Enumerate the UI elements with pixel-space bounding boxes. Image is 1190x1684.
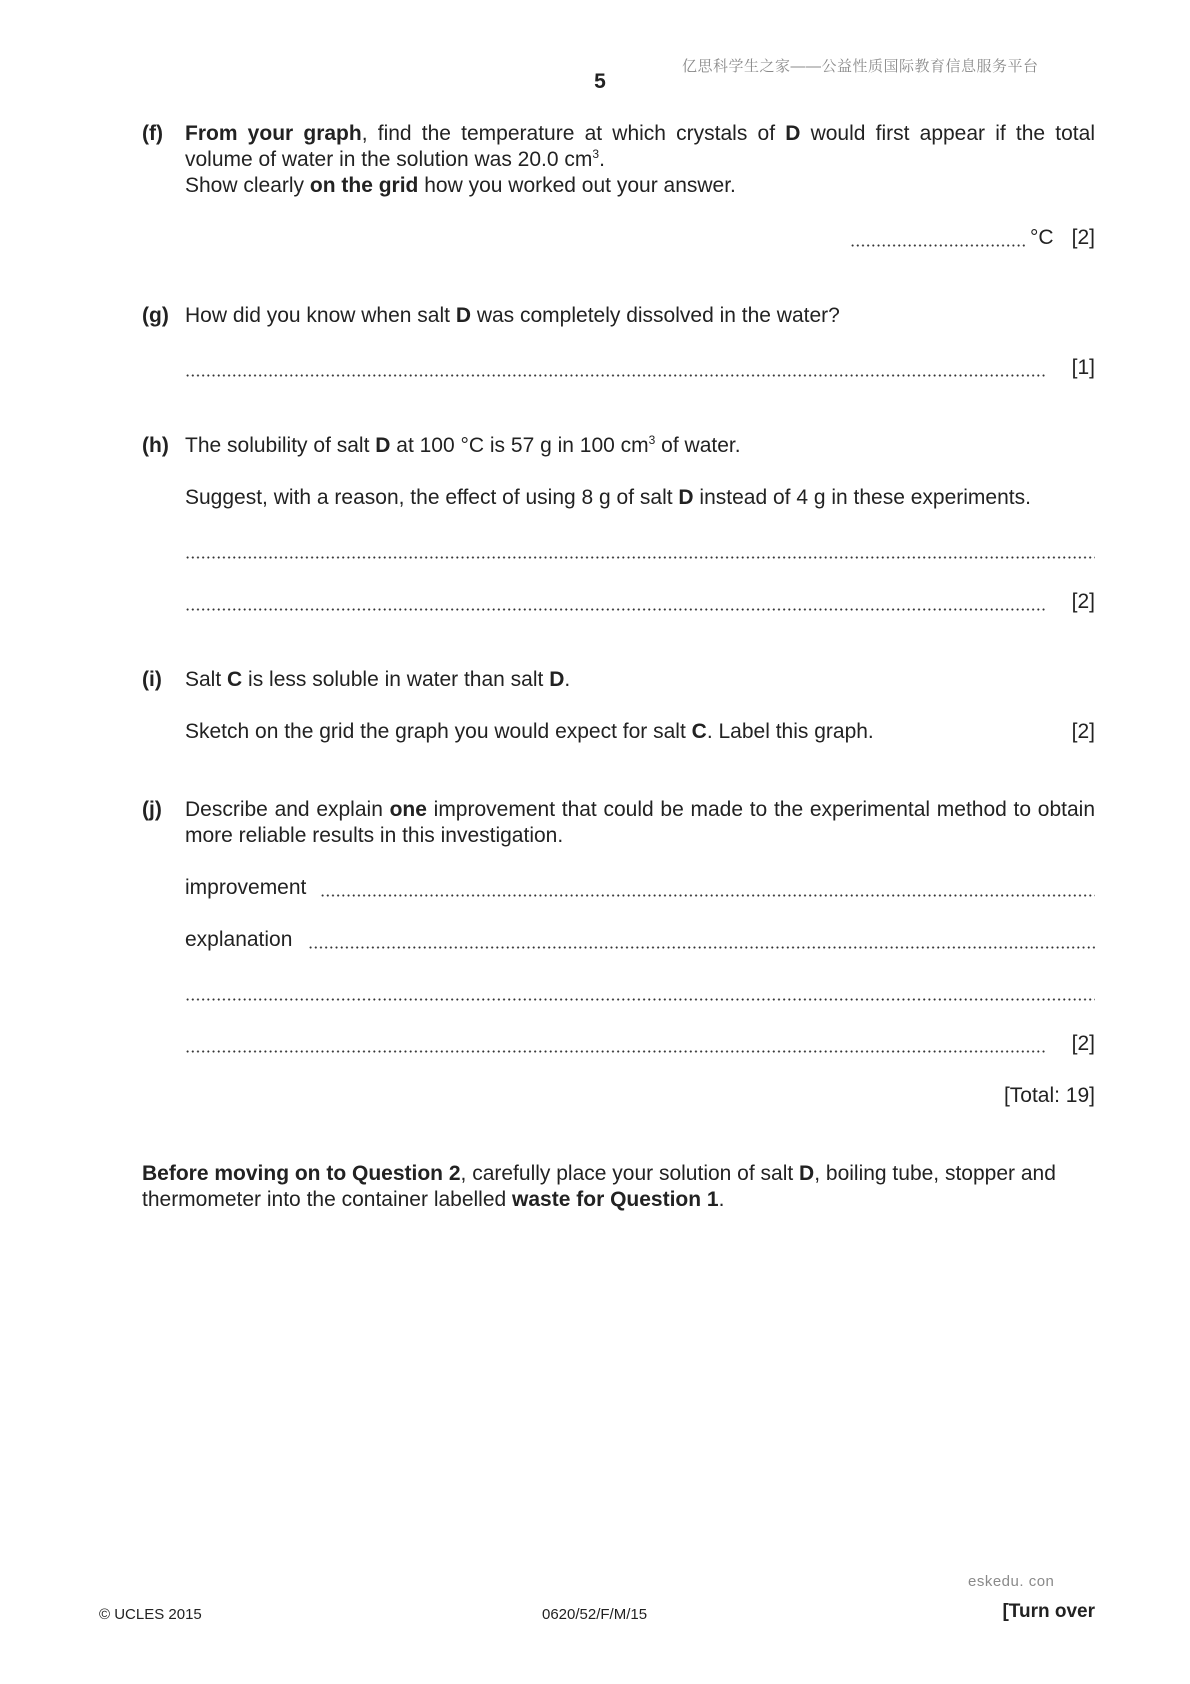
question-i-text [185, 667, 1095, 693]
mark-j: [2] [1071, 1032, 1095, 1055]
mark-g: [1] [1071, 356, 1095, 379]
q-i-bold-1: C [227, 668, 243, 691]
answer-field-j-3[interactable] [185, 979, 1095, 1005]
instr-bold-2: D [799, 1162, 815, 1185]
q-f-line2-b: how you worked out your answer. [418, 174, 736, 197]
q-g-text-2: was completely dissolved in the water? [470, 304, 840, 327]
improvement-label: improvement [185, 876, 307, 899]
question-h-label: (h) [142, 434, 169, 457]
q-f-bold-1: From your graph [185, 122, 362, 145]
unit-celsius: °C [1030, 226, 1054, 249]
q-i-text-1: Salt [185, 668, 228, 691]
mark-f: [2] [1071, 226, 1095, 249]
instr-text-3: . [718, 1188, 725, 1211]
answer-dots-h-2 [185, 608, 1047, 611]
question-g-text [185, 303, 1095, 329]
total-marks-row [185, 1083, 1095, 1109]
q-j-text-2: improvement that could be made to the experimental method to obtain more reliable results in this investigation. [185, 798, 1095, 847]
mark-h: [2] [1071, 590, 1095, 613]
q-i-bold-2: D [549, 668, 565, 691]
question-g-label: (g) [142, 304, 169, 327]
question-i-sketch [185, 719, 1095, 745]
q-f-bold-2: D [785, 122, 801, 145]
question-i-label: (i) [142, 668, 162, 691]
answer-field-j-explanation[interactable] [185, 927, 1095, 953]
q-h-s-text-1: Suggest, with a reason, the effect of using 8 g of salt [185, 486, 679, 509]
explanation-label: explanation [185, 928, 293, 951]
answer-dots-j-4 [185, 1050, 1047, 1053]
answer-field-h-2[interactable] [185, 589, 1095, 615]
footer-code: 0620/52/F/M/15 [542, 1606, 648, 1623]
question-h-suggest [185, 485, 1095, 511]
total-marks: [Total: 19] [1003, 1084, 1095, 1107]
header-watermark: 亿思科学生之家——公益性质国际教育信息服务平台 [682, 58, 1039, 75]
question-j-text [185, 797, 1095, 849]
answer-dots-f [850, 244, 1027, 247]
q-h-s-text-2: instead of 4 g in these experiments. [693, 486, 1031, 509]
question-h-text [185, 433, 1095, 459]
mark-i: [2] [1071, 720, 1095, 743]
q-i-text-3: . [564, 668, 571, 691]
q-h-text-3: of water. [655, 434, 741, 457]
footer-site: eskedu. con [968, 1573, 1055, 1590]
question-f-label: (f) [142, 122, 163, 145]
instr-text-1: , carefully place your solution of salt [460, 1162, 800, 1185]
answer-dots-j-3 [185, 998, 1095, 1001]
question-f-text [185, 121, 1095, 173]
q-i-s-bold: C [691, 720, 707, 743]
question-j-label: (j) [142, 798, 162, 821]
q-g-text-1: How did you know when salt [185, 304, 456, 327]
question-f-instruction [185, 173, 1095, 199]
instr-bold-3: waste for Question 1 [512, 1188, 719, 1211]
instruction-text [142, 1161, 1072, 1213]
answer-field-j-4[interactable] [185, 1031, 1095, 1057]
page-number: 5 [594, 70, 606, 93]
answer-field-h-1[interactable] [185, 537, 1095, 563]
turn-over: [Turn over [1002, 1601, 1095, 1622]
q-f-sup: 3 [592, 147, 600, 161]
q-j-bold: one [389, 798, 427, 821]
instr-bold-1: Before moving on to Question 2 [142, 1162, 461, 1185]
q-f-line2-bold: on the grid [309, 174, 419, 197]
q-f-text-3: . [599, 148, 605, 171]
q-f-line2-a: Show clearly [185, 174, 310, 197]
q-h-sup: 3 [648, 433, 656, 447]
q-h-s-bold: D [678, 486, 694, 509]
q-f-text-2: would first appear if the total volume of water in the solution was 20.0 cm [185, 122, 1095, 171]
answer-dots-g [185, 374, 1047, 377]
q-h-text-2: at 100 °C is 57 g in 100 cm [390, 434, 649, 457]
answer-dots-j-improvement [320, 894, 1095, 897]
q-f-text-1: , find the temperature at which crystals of [361, 122, 786, 145]
answer-field-f[interactable] [185, 225, 1095, 251]
q-i-s-text-2: . Label this graph. [706, 720, 874, 743]
answer-field-j-improvement[interactable] [185, 875, 1095, 901]
instr-text-2: , boiling tube, stopper and thermometer into the container labelled [142, 1162, 1056, 1211]
q-i-text-2: is less soluble in water than salt [242, 668, 550, 691]
answer-dots-j-explanation [308, 946, 1095, 949]
footer-copyright: © UCLES 2015 [99, 1606, 202, 1623]
q-g-bold: D [455, 304, 471, 327]
answer-field-g[interactable] [185, 355, 1095, 381]
q-i-s-text-1: Sketch on the grid the graph you would expect for salt [185, 720, 692, 743]
q-h-bold: D [375, 434, 391, 457]
q-h-text-1: The solubility of salt [185, 434, 376, 457]
q-j-text-1: Describe and explain [185, 798, 390, 821]
answer-dots-h-1 [185, 556, 1095, 559]
